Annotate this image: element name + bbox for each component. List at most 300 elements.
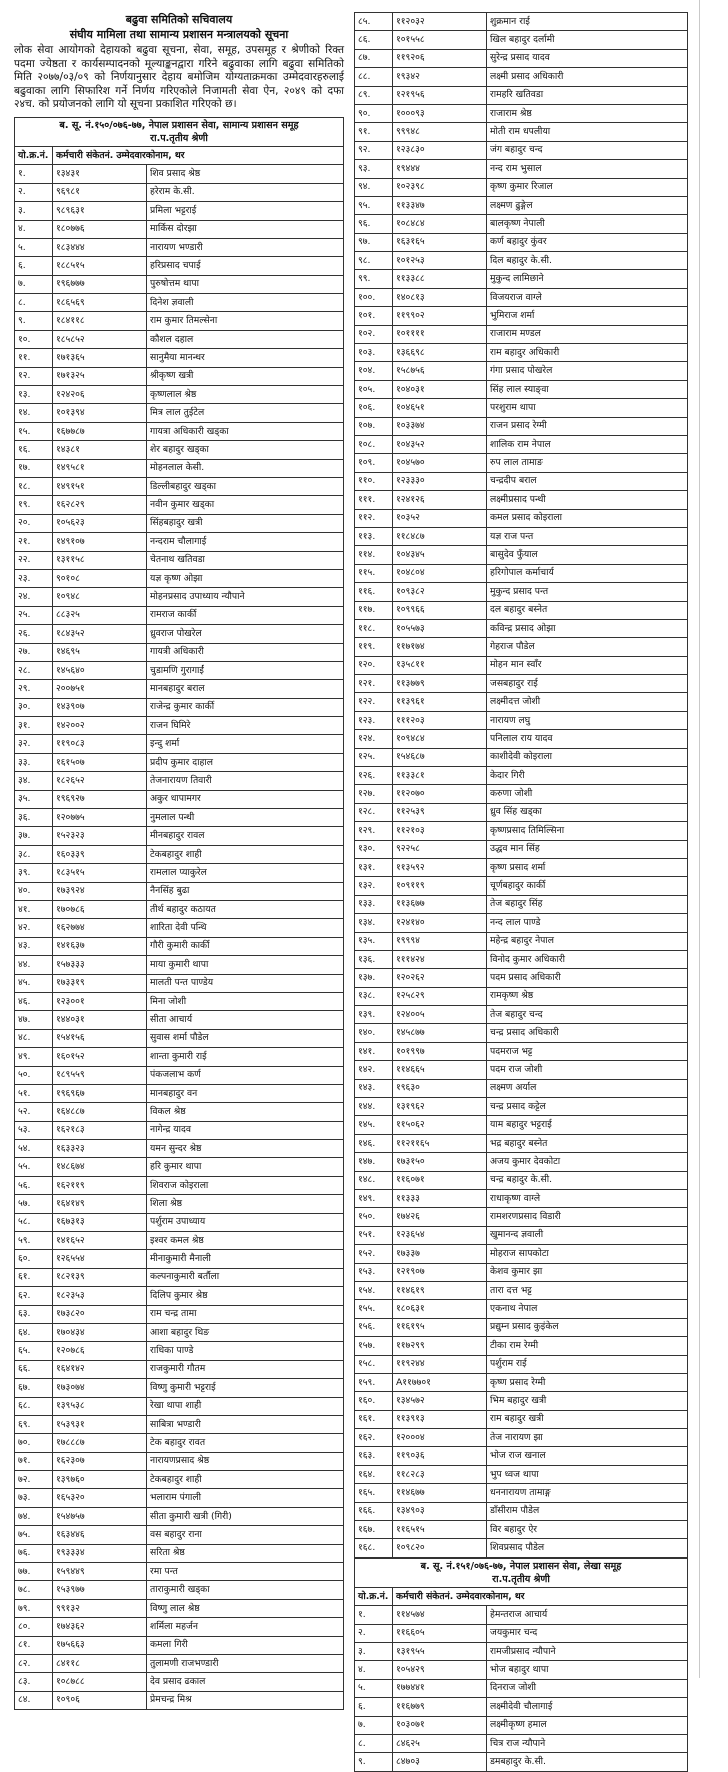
candidate-name: जयकुमार चन्द <box>487 1624 688 1642</box>
employee-code: १७४३६२ <box>53 1618 147 1636</box>
table-row <box>355 877 688 895</box>
candidate-name: टेक बहादुर रावत <box>147 1434 344 1452</box>
section1-caption-class: रा.प.तृतीय श्रेणी <box>150 132 208 144</box>
serial-number: १५. <box>15 422 53 440</box>
document-header <box>14 12 344 42</box>
employee-code: १६३३२३ <box>53 1140 147 1158</box>
serial-number: ३३. <box>15 753 53 771</box>
serial-number: ४२. <box>15 919 53 937</box>
candidate-name: नारायण भण्डारी <box>147 238 344 256</box>
candidate-name: बासुदेव फुँयाल <box>487 546 688 564</box>
table-row <box>15 1489 344 1507</box>
table-row <box>15 1029 344 1047</box>
candidate-name: अकुर धापामगर <box>147 790 344 808</box>
candidate-name: तेजनारायण तिवारी <box>147 772 344 790</box>
table-row <box>15 1544 344 1562</box>
table-row <box>15 1415 344 1433</box>
serial-number: ९१. <box>355 123 393 141</box>
serial-number: ४४. <box>15 956 53 974</box>
candidate-name: कृष्ण कुमार रिजाल <box>487 178 688 196</box>
candidate-name: दल बहादुर बस्नेत <box>487 601 688 619</box>
table-row <box>355 160 688 178</box>
candidate-name: मोहराज सापकोटा <box>487 1245 688 1263</box>
candidate-name: ताराकुमारी खड्का <box>147 1581 344 1599</box>
candidate-name: शिवराज कोइराला <box>147 1176 344 1194</box>
candidate-name: सिंह लाल स्याङ्वा <box>487 380 688 398</box>
serial-number: ५३. <box>15 1121 53 1139</box>
employee-code: १२१९०७ <box>393 1263 487 1281</box>
employee-code: ११३३४७ <box>393 196 487 214</box>
table-row <box>15 882 344 900</box>
serial-number: ३०. <box>15 698 53 716</box>
employee-code: १५३९७७ <box>53 1581 147 1599</box>
serial-number: ७८. <box>15 1581 53 1599</box>
candidate-name: पनिलाल राय यादव <box>487 730 688 748</box>
employee-code: १७४२६ <box>393 1208 487 1226</box>
employee-code: ११३३८८ <box>393 270 487 288</box>
serial-number: १३३. <box>355 895 393 913</box>
serial-number: २७. <box>15 643 53 661</box>
candidate-name: राजाराम श्रेष्ठ <box>487 104 688 122</box>
section1-table <box>14 146 344 1710</box>
candidate-name: डिल्लीबहादुर खड्का <box>147 478 344 496</box>
section2-caption <box>354 1558 688 1587</box>
candidate-name: मीनबहादुर रावल <box>147 827 344 845</box>
candidate-name: चेतनाथ खतिवडा <box>147 551 344 569</box>
table-row <box>355 619 688 637</box>
candidate-name: साबित्रा भण्डारी <box>147 1415 344 1433</box>
candidate-name: रामजीप्रसाद न्यौपाने <box>487 1642 688 1660</box>
table-row <box>355 1171 688 1189</box>
serial-number: १२८. <box>355 803 393 821</box>
candidate-name: याम बहादुर भट्टराई <box>487 1116 688 1134</box>
employee-code: १५३९३१ <box>53 1415 147 1433</box>
serial-number: ११८. <box>355 619 393 637</box>
employee-code: १८४३५२ <box>53 625 147 643</box>
serial-number: १४९. <box>355 1190 393 1208</box>
employee-code: १०००९३ <box>393 104 487 122</box>
employee-code: १७०४३४ <box>53 1323 147 1341</box>
table-row <box>355 1410 688 1428</box>
table-row <box>355 767 688 785</box>
table-row <box>355 1245 688 1263</box>
table-row <box>355 1698 688 1716</box>
employee-code: ११४६६५ <box>393 1061 487 1079</box>
candidate-name: नन्दराम चौलागाई <box>147 533 344 551</box>
table-row <box>355 822 688 840</box>
table-row <box>355 1642 688 1660</box>
candidate-name: तुलामणी राजभण्डारी <box>147 1655 344 1673</box>
serial-number: ८६. <box>355 31 393 49</box>
table-row <box>355 1116 688 1134</box>
serial-number: ११५. <box>355 564 393 582</box>
table-row <box>15 459 344 477</box>
candidate-name: बालकृष्ण नेपाली <box>487 215 688 233</box>
serial-number: १४८. <box>355 1171 393 1189</box>
serial-number: ८०. <box>15 1618 53 1636</box>
table-row <box>15 809 344 827</box>
table-row <box>355 1318 688 1336</box>
employee-code: १७१३२५ <box>53 367 147 385</box>
serial-number: १६६. <box>355 1502 393 1520</box>
table-row <box>355 1734 688 1752</box>
employee-code: १४९१०७ <box>53 533 147 551</box>
candidate-name: भलाराम पंगाली <box>147 1489 344 1507</box>
candidate-name: भोज बहादुर थापा <box>487 1661 688 1679</box>
table-row <box>355 399 688 417</box>
candidate-name: शिवप्रसाद पौडेल <box>487 1539 688 1557</box>
table-row <box>355 270 688 288</box>
serial-number: २३. <box>15 569 53 587</box>
serial-number: ७. <box>355 1716 393 1734</box>
candidate-name: चित्र राज न्यौपाने <box>487 1734 688 1752</box>
employee-code: १७३१५० <box>393 1153 487 1171</box>
employee-code: ११३५९२ <box>393 858 487 876</box>
employee-code: ११२५३९ <box>393 803 487 821</box>
table-row <box>15 1213 344 1231</box>
table-row <box>355 840 688 858</box>
table-row <box>355 803 688 821</box>
candidate-name: शुक्रमान राई <box>487 13 688 31</box>
serial-number: ४. <box>355 1661 393 1679</box>
employee-code: ९२२५८ <box>393 840 487 858</box>
candidate-name: धननारायण तामाङ्ग <box>487 1484 688 1502</box>
employee-code: १५९४४९ <box>53 1563 147 1581</box>
candidate-name: परशुराम थापा <box>487 399 688 417</box>
employee-code: ११२१०३ <box>393 822 487 840</box>
serial-number: ९०. <box>355 104 393 122</box>
employee-code: १८८५१५ <box>53 257 147 275</box>
serial-number: ६७. <box>15 1379 53 1397</box>
serial-number: २९. <box>15 680 53 698</box>
employee-code: १०९११९ <box>393 877 487 895</box>
table-row <box>15 1526 344 1544</box>
serial-number: ८८. <box>355 68 393 86</box>
serial-number: ४५. <box>15 974 53 992</box>
table-row <box>15 1379 344 1397</box>
candidate-name: मानबहादुर वन <box>147 1084 344 1102</box>
candidate-name: शेर बहादुर खड्का <box>147 441 344 459</box>
table-row <box>15 1360 344 1378</box>
table-row <box>15 1599 344 1617</box>
table-row <box>15 992 344 1010</box>
serial-number: ८२. <box>15 1655 53 1673</box>
candidate-name: यज्ञ राज पन्त <box>487 527 688 545</box>
candidate-name: दिलिप कुमार श्रेष्ठ <box>147 1287 344 1305</box>
serial-number: १२५. <box>355 748 393 766</box>
table-row <box>15 367 344 385</box>
serial-number: १२. <box>15 367 53 385</box>
table-row <box>15 349 344 367</box>
serial-number: १४२. <box>355 1061 393 1079</box>
employee-code: १२१९५६ <box>393 86 487 104</box>
table-row <box>15 1140 344 1158</box>
serial-number: १६८. <box>355 1539 393 1557</box>
serial-number: १५५. <box>355 1300 393 1318</box>
serial-number: ५२. <box>15 1103 53 1121</box>
table-row <box>15 294 344 312</box>
table-row <box>355 123 688 141</box>
candidate-name: गायत्री अधिकारी <box>147 643 344 661</box>
serial-number: २१. <box>15 533 53 551</box>
employee-code: ११३९६१ <box>393 693 487 711</box>
employee-code: १८२१३९ <box>53 1268 147 1286</box>
candidate-name: सरिता श्रेष्ठ <box>147 1544 344 1562</box>
candidate-name: मित्र लाल तुईटेल <box>147 404 344 422</box>
candidate-name: इश्वर कमल श्रेष्ठ <box>147 1232 344 1250</box>
table-row <box>355 1521 688 1539</box>
candidate-name: राजन घिमिरे <box>147 717 344 735</box>
table-row <box>15 496 344 514</box>
serial-number: १०३. <box>355 344 393 362</box>
table-row <box>15 238 344 256</box>
table-row <box>355 1373 688 1391</box>
employee-code: १७१३६५ <box>53 349 147 367</box>
serial-number: ६९. <box>15 1415 53 1433</box>
table-row <box>15 1563 344 1581</box>
table-row <box>355 1465 688 1483</box>
serial-number: ५. <box>355 1679 393 1697</box>
employee-code: १३११५८ <box>53 551 147 569</box>
serial-number: ९२. <box>355 141 393 159</box>
employee-code: ११९२४४ <box>393 1355 487 1373</box>
candidate-name: चूर्णबहादुर कार्की <box>487 877 688 895</box>
employee-code: १२३३३० <box>393 472 487 490</box>
candidate-name: आशा बहादुर थिङ <box>147 1323 344 1341</box>
serial-number: ८९. <box>355 86 393 104</box>
candidate-name: प्रद्युम्न प्रसाद कुइंकेल <box>487 1318 688 1336</box>
candidate-name: शान्ता कुमारी राई <box>147 1048 344 1066</box>
candidate-name: महेन्द्र बहादुर नेपाल <box>487 932 688 950</box>
table-row <box>15 1397 344 1415</box>
table-row <box>15 1323 344 1341</box>
employee-code: १९३३३४ <box>53 1544 147 1562</box>
candidate-name: सुरेन्द्र प्रसाद यादव <box>487 49 688 67</box>
table-row <box>355 583 688 601</box>
section2-header-row <box>355 1587 688 1605</box>
table-row <box>355 1079 688 1097</box>
candidate-name: कृष्ण प्रसाद रेग्मी <box>487 1373 688 1391</box>
serial-number: १९. <box>15 496 53 514</box>
candidate-name: तेज बहादुर सिंह <box>487 895 688 913</box>
candidate-name: प्रदीप कुमार दाहाल <box>147 753 344 771</box>
employee-code: १४६९५ <box>53 643 147 661</box>
candidate-name: सिंहबहादुर खत्री <box>147 514 344 532</box>
serial-number: १०८. <box>355 435 393 453</box>
serial-number: ८४. <box>15 1691 53 1709</box>
table-row <box>355 895 688 913</box>
candidate-name: भोज राज खनाल <box>487 1447 688 1465</box>
candidate-name: ध्रुवराज पोखरेल <box>147 625 344 643</box>
serial-number: ४. <box>15 220 53 238</box>
section2-caption-title: ब. सू. नं.१५१/०७६-७७, नेपाल प्रशासन सेवा, लेखा समूह <box>420 1560 622 1572</box>
candidate-name: पदम प्रसाद अधिकारी <box>487 969 688 987</box>
serial-number: १३६. <box>355 950 393 968</box>
candidate-name: वस बहादुर राना <box>147 1526 344 1544</box>
employee-code: १७५६६३ <box>53 1636 147 1654</box>
employee-code: ९६९८१ <box>53 183 147 201</box>
employee-code: १४३९०७ <box>53 698 147 716</box>
serial-number: ९४. <box>355 178 393 196</box>
serial-number: ९८. <box>355 252 393 270</box>
serial-number: १६०. <box>355 1392 393 1410</box>
table-row <box>355 435 688 453</box>
employee-code: १३९५३८ <box>53 1397 147 1415</box>
serial-number: १४७. <box>355 1153 393 1171</box>
serial-number: ५१. <box>15 1084 53 1102</box>
employee-code: १६०३३९ <box>53 845 147 863</box>
table-row <box>15 386 344 404</box>
candidate-name: कृष्णलाल श्रेष्ठ <box>147 386 344 404</box>
employee-code: १०१९९७ <box>393 1042 487 1060</box>
serial-number: ६१. <box>15 1268 53 1286</box>
employee-code: १६३४४६ <box>53 1526 147 1544</box>
employee-code: ११९०३६ <box>393 1447 487 1465</box>
employee-code: १७८८८७ <box>53 1434 147 1452</box>
serial-number: ७६. <box>15 1544 53 1562</box>
candidate-name: उद्धव मान सिंह <box>487 840 688 858</box>
table-row <box>15 1103 344 1121</box>
candidate-name: शारिता देवी पन्थि <box>147 919 344 937</box>
serial-number: १११. <box>355 491 393 509</box>
table-row <box>355 1190 688 1208</box>
employee-code: ११४५७४ <box>393 1606 487 1624</box>
candidate-name: रामहरि खतिवडा <box>487 86 688 104</box>
table-row <box>355 748 688 766</box>
candidate-name: लक्ष्मण अर्याल <box>487 1079 688 1097</box>
table-row <box>355 362 688 380</box>
table-row <box>15 514 344 532</box>
table-row <box>355 564 688 582</box>
employee-code: १८९५५९ <box>53 1066 147 1084</box>
table-row <box>15 183 344 201</box>
employee-code: १०४८०४ <box>393 564 487 582</box>
candidate-name: तेज नारायण झा <box>487 1429 688 1447</box>
candidate-name: सानुमैया मानन्धर <box>147 349 344 367</box>
employee-code: १४५८७७ <box>393 1024 487 1042</box>
serial-number: १६. <box>15 441 53 459</box>
table-row <box>355 1539 688 1557</box>
table-row <box>355 178 688 196</box>
employee-code: १२४००५ <box>393 1006 487 1024</box>
table-row <box>355 546 688 564</box>
table-row <box>15 1452 344 1470</box>
table-row <box>15 643 344 661</box>
serial-number: ७१. <box>15 1452 53 1470</box>
candidate-name: नागेन्द्र यादव <box>147 1121 344 1139</box>
serial-number: ३८. <box>15 845 53 863</box>
serial-number: ११४. <box>355 546 393 564</box>
serial-number: ३. <box>355 1642 393 1660</box>
table-row <box>15 257 344 275</box>
employee-code: १९६३० <box>393 1079 487 1097</box>
candidate-name: लक्ष्मीदत्त जोशी <box>487 693 688 711</box>
serial-number: १४१. <box>355 1042 393 1060</box>
table-row <box>15 1581 344 1599</box>
candidate-name: पर्शुराम राई <box>487 1355 688 1373</box>
table-row <box>15 1342 344 1360</box>
candidate-name: रुप लाल तामाङ <box>487 454 688 472</box>
table-row <box>355 141 688 159</box>
employee-code: १६७३१३ <box>53 1213 147 1231</box>
candidate-name: ध्रुव सिंह खड्का <box>487 803 688 821</box>
candidate-name: पंकजलाभ कर्ण <box>147 1066 344 1084</box>
section1-table-body <box>15 165 344 1710</box>
candidate-name: विकल श्रेष्ठ <box>147 1103 344 1121</box>
candidate-name: नारायण लघु <box>487 711 688 729</box>
employee-code: ११६६०५ <box>393 1624 487 1642</box>
employee-code: ११६७७९ <box>393 1698 487 1716</box>
employee-code: ११३३८१ <box>393 767 487 785</box>
serial-number: ४३. <box>15 937 53 955</box>
candidate-name: नुमलाल पन्थी <box>147 809 344 827</box>
serial-number: ७९. <box>15 1599 53 1617</box>
candidate-name: राजकुमारी गौतम <box>147 1360 344 1378</box>
table-row <box>355 86 688 104</box>
candidate-name: सुवास शर्मा पौडेल <box>147 1029 344 1047</box>
employee-code: ९८९६३१ <box>53 202 147 220</box>
serial-number: ७. <box>15 275 53 293</box>
employee-code: १२०७८६ <box>53 1342 147 1360</box>
candidate-name: शर्मिला महर्जन <box>147 1618 344 1636</box>
serial-number: १३८. <box>355 987 393 1005</box>
serial-number: १०६. <box>355 399 393 417</box>
serial-number: ४०. <box>15 882 53 900</box>
employee-code: १३१९५५ <box>393 1642 487 1660</box>
employee-code: १०३०७१ <box>393 1716 487 1734</box>
candidate-name: पुरुषोत्तम थापा <box>147 275 344 293</box>
table-row <box>15 974 344 992</box>
table-row <box>355 1153 688 1171</box>
serial-number: १५६. <box>355 1318 393 1336</box>
candidate-name: इन्दु शर्मा <box>147 735 344 753</box>
table-row <box>15 937 344 955</box>
employee-code: १९४४४ <box>393 160 487 178</box>
employee-code: ११३६७७ <box>393 895 487 913</box>
employee-code: १६२११९ <box>53 1176 147 1194</box>
candidate-name: देव प्रसाद ढकाल <box>147 1673 344 1691</box>
candidate-name: चन्द्र प्रसाद कट्टेल <box>487 1098 688 1116</box>
employee-code: ११४६१९ <box>393 1281 487 1299</box>
serial-number: ५५. <box>15 1158 53 1176</box>
section1-continued-body <box>355 13 688 1558</box>
page-edge-line <box>699 0 700 1678</box>
table-row <box>355 49 688 67</box>
table-row <box>15 202 344 220</box>
employee-code: १०९४८४ <box>393 730 487 748</box>
serial-number: १२७. <box>355 785 393 803</box>
serial-number: १५४. <box>355 1281 393 1299</box>
serial-number: ८५. <box>355 13 393 31</box>
employee-code: १२५८२९ <box>393 987 487 1005</box>
table-row <box>15 422 344 440</box>
candidate-name: मीनाकुमारी मैनाली <box>147 1250 344 1268</box>
candidate-name: तारा दत्त भट्ट <box>487 1281 688 1299</box>
serial-number: ८१. <box>15 1636 53 1654</box>
serial-number: १८. <box>15 478 53 496</box>
employee-code: ११४६७७ <box>393 1484 487 1502</box>
candidate-name: राजाराम मण्डल <box>487 325 688 343</box>
candidate-name: डमबहादुर के.सी. <box>487 1753 688 1771</box>
serial-number: ३६. <box>15 809 53 827</box>
employee-code: ८४६२५ <box>393 1734 487 1752</box>
serial-number: ७२. <box>15 1471 53 1489</box>
table-row <box>355 1281 688 1299</box>
table-row <box>355 491 688 509</box>
candidate-name: अजय कुमार देवकोटा <box>487 1153 688 1171</box>
employee-code: १८२३५३ <box>53 1287 147 1305</box>
employee-code: ११८२८३ <box>393 1465 487 1483</box>
